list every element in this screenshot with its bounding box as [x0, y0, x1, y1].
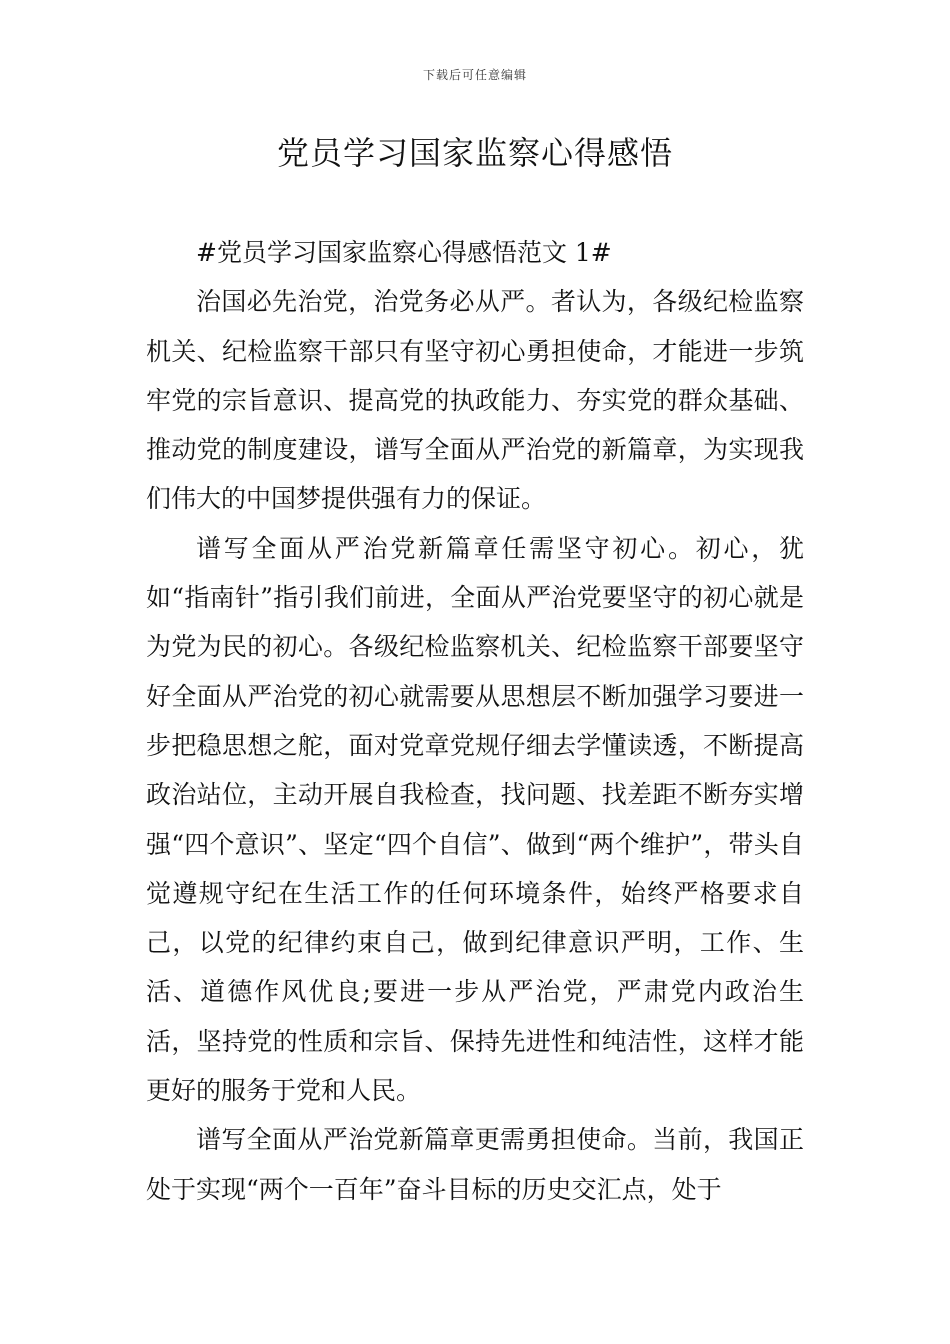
section-heading: #党员学习国家监察心得感悟范文 1# [196, 238, 612, 267]
document-title: 党员学习国家监察心得感悟 [276, 134, 673, 172]
paragraph-1: 治国必先治党，治党务必从严。者认为，各级纪检监察机关、纪检监察干部只有坚守初心勇担使命，才能进一步筑牢党的宗旨意识、提高党的执政能力、夯实党的群众基础、推动党的制度建设，谱写全面从严治党的新篇章，为实现我们伟大的中国梦提供强有力的保证。 [146, 287, 804, 514]
paragraph-2: 谱写全面从严治党新篇章任需坚守初心。初心，犹如“指南针”指引我们前进，全面从严治党要坚守的初心就是为党为民的初心。各级纪检监察机关、纪检监察干部要坚守好全面从严治党的初心就需要从思想层不断加强学习要进一步把稳思想之舵，面对党章党规仔细去学懂读透，不断提高政治站位，主动开展自我检查，找问题、找差距不断夯实增强“四个意识”、坚定“四个自信”、做到“两个维护”，带头自觉遵规守纪在生活工作的任何环境条件，始终严格要求自己，以党的纪律约束自己，做到纪律意识严明，工作、生活、道德作风优良;要进一步从严治党，严肃党内政治生活，坚持党的性质和宗旨、保持先进性和纯洁性，这样才能更好的服务于党和人民。 [146, 533, 804, 1106]
paragraph-3: 谱写全面从严治党新篇章更需勇担使命。当前，我国正处于实现“两个一百年”奋斗目标的历史交汇点，处于 [146, 1125, 804, 1204]
document-body [146, 228, 804, 1214]
page-header-note: 下载后可任意编辑 [422, 68, 527, 82]
